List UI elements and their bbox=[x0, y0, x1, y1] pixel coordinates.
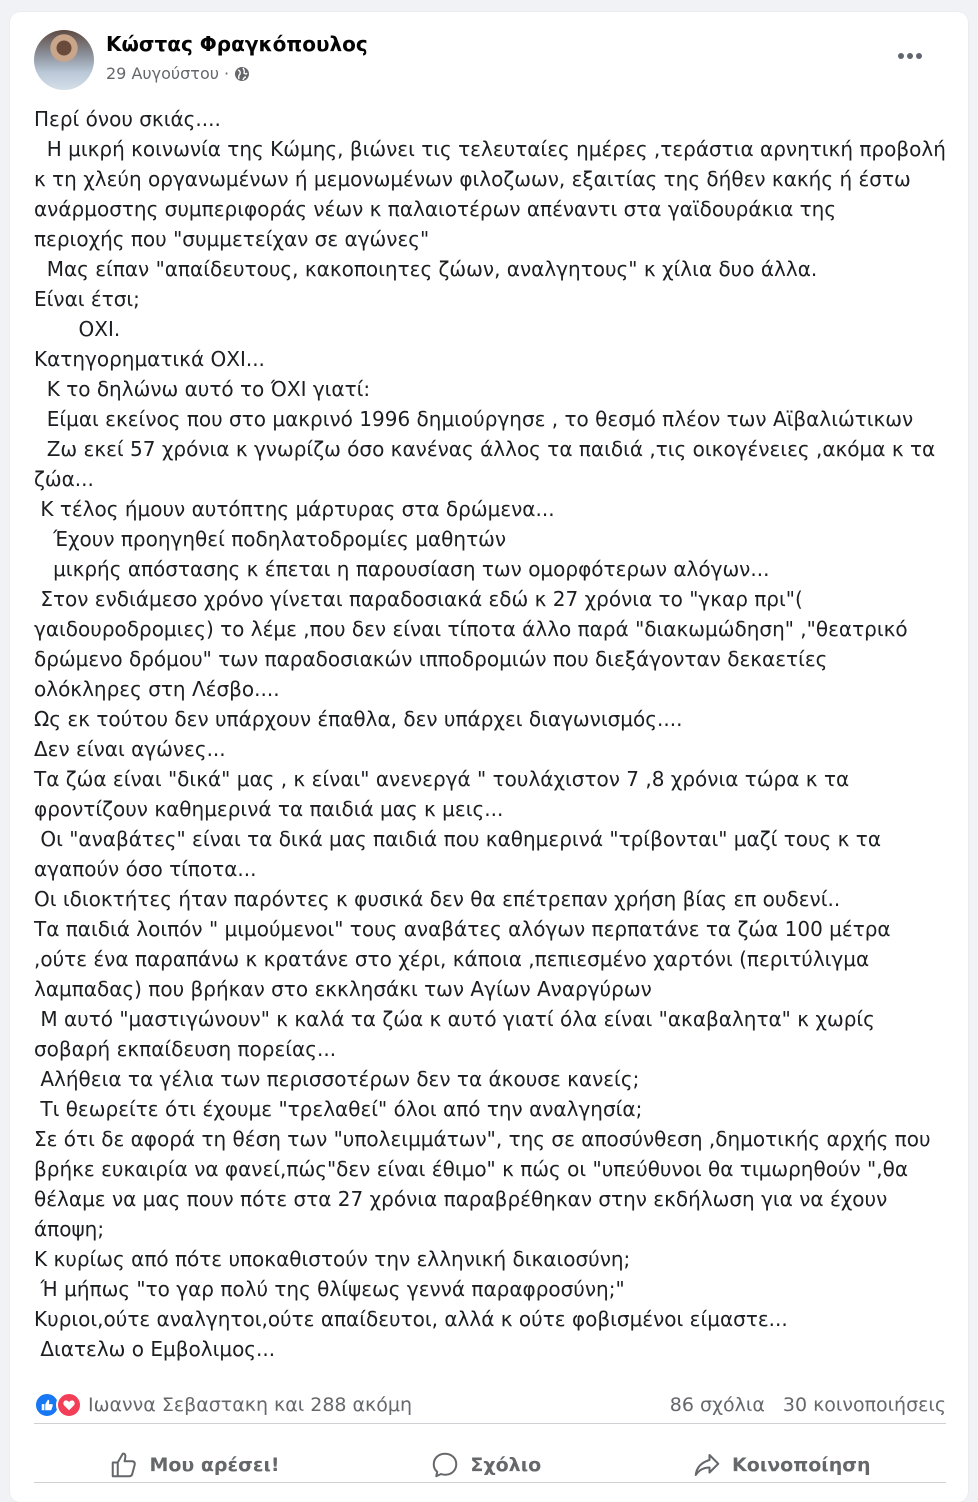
divider bbox=[34, 1423, 946, 1424]
post-text-line: ανάρμοστης συμπεριφοράς νέων κ παλαιοτέρων απέναντι στα γαϊδουράκια της bbox=[34, 197, 837, 221]
post-text-line: Τα ζώα είναι "δικά" μας , κ είναι" ανενεργά " τουλάχιστον 7 ,8 χρόνια τώρα κ τα bbox=[34, 767, 850, 791]
post-text-line: Σε ότι δε αφορά τη θέση των "υπολειμμάτων", της σε αποσύνθεση ,δημοτικής αρχής που bbox=[34, 1127, 931, 1151]
post-meta bbox=[106, 64, 250, 83]
post-text-line: Ή μήπως "το γαρ πολύ της θλίψεως γεννά παραφροσύνη;" bbox=[34, 1277, 625, 1301]
divider bbox=[34, 1482, 946, 1483]
meta-separator: · bbox=[223, 64, 230, 83]
post-text-line: φροντίζουν καθημερινά τα παιδιά μας κ μεις... bbox=[34, 797, 504, 821]
post-text-line: Κ το δηλώνω αυτό το ΌΧΙ γιατί: bbox=[34, 377, 371, 401]
thumbs-up-icon bbox=[109, 1450, 139, 1480]
post-text-line: Οι "αναβάτες" είναι τα δικά μας παιδιά που καθημερινά "τρίβονται" μαζί τους κ τα bbox=[34, 827, 882, 851]
post-text-line: κ τη χλεύη οργανωμένων ή μεμονωμένων φιλοζωων, εξαιτίας της δήθεν κακής ή έστω bbox=[34, 167, 911, 191]
post-date[interactable]: 29 Αυγούστου bbox=[106, 64, 219, 83]
post-text-line: Η μικρή κοινωνία της Κώμης, βιώνει τις τελευταίες ημέρες ,τεράστια αρνητική προβολή bbox=[34, 137, 946, 161]
post-text-line: μικρής απόστασης κ έπεται η παρουσίαση των ομορφότερων αλόγων... bbox=[34, 557, 770, 581]
post-text-line: Στον ενδιάμεσο χρόνο γίνεται παραδοσιακά εδώ κ 27 χρόνια το "γκαρ πρι"( bbox=[34, 587, 803, 611]
globe-icon[interactable] bbox=[234, 66, 250, 82]
post-text-line: Αλήθεια τα γέλια των περισσοτέρων δεν τα άκουσε κανείς; bbox=[34, 1067, 640, 1091]
love-reaction-icon bbox=[56, 1392, 82, 1418]
post-text-line: θέλαμε να μας πουν πότε στα 27 χρόνια παραβρέθηκαν στην εκδήλωση για να έχουν bbox=[34, 1187, 888, 1211]
post-card bbox=[10, 12, 968, 1502]
share-button[interactable] bbox=[692, 1450, 871, 1480]
post-text-line: Είναι έτσι; bbox=[34, 287, 140, 311]
post-text-line: Τι θεωρείτε ότι έχουμε "τρελαθεί" όλοι από την αναλγησία; bbox=[34, 1097, 643, 1121]
shares-count[interactable]: 30 κοινοποιήσεις bbox=[782, 1394, 946, 1416]
post-text-line: Διατελω ο Εμβολιμος... bbox=[34, 1337, 276, 1361]
post-text-line: Έχουν προηγηθεί ποδηλατοδρομίες μαθητών bbox=[34, 527, 507, 551]
share-label: Κοινοποίηση bbox=[732, 1454, 871, 1476]
post-text-line: δρώμενο δρόμου" των παραδοσιακών ιπποδρομιών που διεξάγονταν δεκαετίες bbox=[34, 647, 828, 671]
comment-button[interactable] bbox=[430, 1450, 541, 1480]
post-text-line: περιοχής που "συμμετείχαν σε αγώνες" bbox=[34, 227, 430, 251]
post-text-line: βρήκε ευκαιρία να φανεί,πώς"δεν είναι έθιμο" κ πώς οι "υπεύθυνοι θα τιμωρηθούν ",θα bbox=[34, 1157, 909, 1181]
post-text-line: ολόκληρες στη Λέσβο.... bbox=[34, 677, 280, 701]
post-text-line: Μ αυτό "μαστιγώνουν" κ καλά τα ζώα κ αυτό γιατί όλα είναι "ακαβαλητα" κ χωρίς bbox=[34, 1007, 875, 1031]
post-text bbox=[34, 104, 954, 1364]
more-dot bbox=[916, 53, 922, 59]
like-label: Μου αρέσει! bbox=[149, 1454, 280, 1476]
more-dot bbox=[907, 53, 913, 59]
post-text-line: Ως εκ τούτου δεν υπάρχουν έπαθλα, δεν υπάρχει διαγωνισμός.... bbox=[34, 707, 683, 731]
post-text-line: Δεν είναι αγώνες... bbox=[34, 737, 226, 761]
author-name[interactable]: Κώστας Φραγκόπουλος bbox=[106, 32, 368, 56]
comment-icon bbox=[430, 1450, 460, 1480]
post-text-line: ,ούτε ένα παραπάνω κ κρατάνε στο χέρι, κάποια ,πεπιεσμένο χαρτόνι (περιτύλιγμα bbox=[34, 947, 870, 971]
post-text-line: ζώα... bbox=[34, 467, 94, 491]
post-text-line: γαιδουροδρομιες) το λέμε ,που δεν είναι τίποτα άλλο παρά "διακωμώδηση" ,"θεατρικό bbox=[34, 617, 908, 641]
post-text-line: ΟΧΙ. bbox=[34, 317, 121, 341]
post-text-line: άποψη; bbox=[34, 1217, 105, 1241]
post-text-line: Οι ιδιοκτήτες ήταν παρόντες κ φυσικά δεν θα επέτρεπαν χρήση βίας επ ουδενί.. bbox=[34, 887, 841, 911]
comments-count[interactable]: 86 σχόλια bbox=[669, 1394, 765, 1416]
post-text-line: λαμπαδας) που βρήκαν στο εκκλησάκι των Αγίων Αναργύρων bbox=[34, 977, 652, 1001]
avatar[interactable] bbox=[34, 30, 94, 90]
post-text-line: Μας είπαν "απαίδευτους, κακοποιητες ζώων, αναλγητους" κ χίλια δυο άλλα. bbox=[34, 257, 818, 281]
post-text-line: Κ τέλος ήμουν αυτόπτης μάρτυρας στα δρώμενα... bbox=[34, 497, 555, 521]
post-text-line: Περί όνου σκιάς.... bbox=[34, 107, 221, 131]
comment-label: Σχόλιο bbox=[470, 1454, 542, 1476]
post-text-line: Είμαι εκείνος που στο μακρινό 1996 δημιούργησε , το θεσμό πλέον των Αϊβαλιώτικων bbox=[34, 407, 914, 431]
post-text-line: Ζω εκεί 57 χρόνια κ γνωρίζω όσο κανένας άλλος τα παιδιά ,τις οικογένειες ,ακόμα κ τα bbox=[34, 437, 936, 461]
post-stats bbox=[34, 1390, 946, 1420]
reactions-summary[interactable] bbox=[34, 1392, 412, 1418]
like-button[interactable] bbox=[109, 1450, 279, 1480]
post-actions bbox=[34, 1437, 946, 1493]
reactors-text[interactable]: Ιωαννα Σεβαστακη και 288 ακόμη bbox=[88, 1394, 413, 1416]
more-options-icon[interactable] bbox=[892, 42, 928, 70]
post-text-line: αγαπούν όσο τίποτα... bbox=[34, 857, 257, 881]
post-text-line: σοβαρή εκπαίδευση πορείας... bbox=[34, 1037, 337, 1061]
post-text-line: Κατηγορηματικά ΟΧΙ... bbox=[34, 347, 265, 371]
more-dot bbox=[898, 53, 904, 59]
post-text-line: Κ κυρίως από πότε υποκαθιστούν την ελληνική δικαιοσύνη; bbox=[34, 1247, 631, 1271]
post-text-line: Τα παιδιά λοιπόν " μιμούμενοι" τους αναβάτες αλόγων περπατάνε τα ζώα 100 μέτρα bbox=[34, 917, 891, 941]
post-text-line: Κυριοι,ούτε αναλγητοι,ούτε απαίδευτοι, αλλά κ ούτε φοβισμένοι είμαστε... bbox=[34, 1307, 788, 1331]
share-icon bbox=[692, 1450, 722, 1480]
